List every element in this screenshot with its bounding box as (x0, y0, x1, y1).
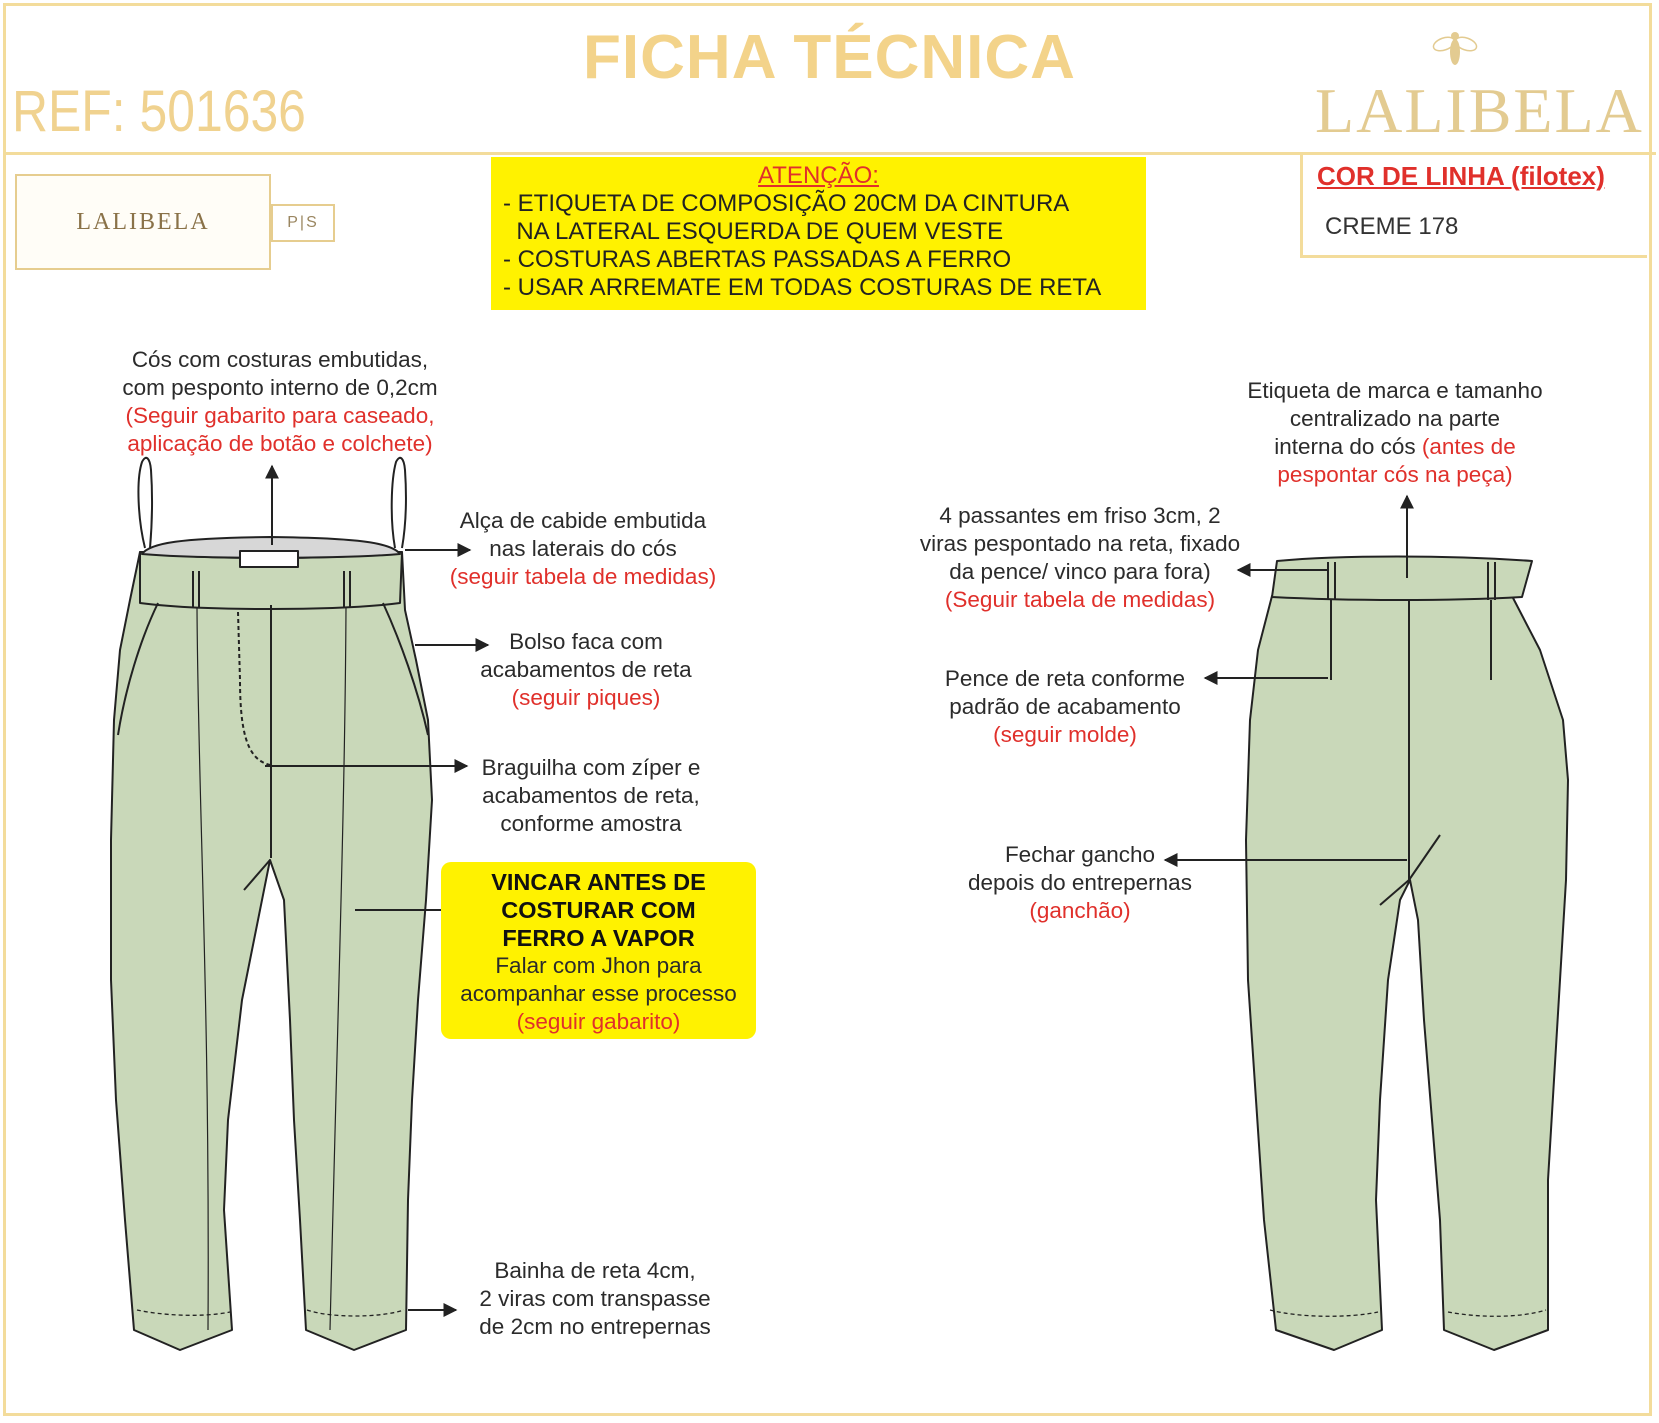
note-dart (920, 665, 1210, 749)
note-text: Bainha de reta 4cm, (494, 1258, 696, 1283)
front-pants-drawing (111, 458, 432, 1350)
brand-logo: LALIBELA (1315, 75, 1644, 146)
note-pocket (456, 628, 716, 712)
note-text-red: pespontar cós na peça) (1277, 462, 1513, 487)
note-text: de 2cm no entrepernas (479, 1314, 711, 1339)
note-text: Falar com Jhon para (495, 953, 702, 978)
note-waistband (80, 346, 480, 458)
note-text: Alça de cabide embutida (459, 508, 707, 533)
note-text: Etiqueta de marca e tamanho (1247, 378, 1543, 403)
note-text: Bolso faca com (509, 629, 663, 654)
attention-title: ATENÇÃO: (758, 162, 879, 189)
note-text: nas laterais do cós (489, 536, 677, 561)
thread-color-value: CREME 178 (1325, 213, 1459, 240)
brand-label-logo: LALIBELA (15, 174, 271, 270)
note-text: da pence/ vinco para fora) (949, 559, 1211, 584)
note-text-red: (seguir gabarito) (516, 1009, 681, 1034)
note-belt-loops (895, 502, 1265, 614)
note-text-red: aplicação de botão e colchete) (127, 431, 433, 456)
note-text: centralizado na parte (1289, 406, 1501, 431)
note-crotch (950, 841, 1210, 925)
attention-line: - USAR ARREMATE EM TODAS COSTURAS DE RETA (503, 274, 1102, 301)
page-title: FICHA TÉCNICA (583, 23, 1076, 92)
note-text: acabamentos de reta, (482, 783, 700, 808)
note-text: 2 viras com transpasse (479, 1286, 711, 1311)
note-text-red: (seguir tabela de medidas) (449, 564, 717, 589)
hanger-loop-right (392, 458, 406, 548)
note-text-bold: VINCAR ANTES DE (491, 869, 706, 895)
note-brand-label (1220, 377, 1570, 489)
note-text-red: (Seguir tabela de medidas) (944, 587, 1216, 612)
note-hanger-loop (428, 507, 738, 591)
attention-line: NA LATERAL ESQUERDA DE QUEM VESTE (503, 218, 1004, 245)
hanger-loop-left (138, 458, 152, 548)
note-fly (456, 754, 726, 838)
waistband-label (240, 551, 298, 567)
note-text-red: (Seguir gabarito para caseado, (125, 403, 435, 428)
note-text-red: (antes de (1421, 434, 1516, 459)
note-text-red: (seguir molde) (993, 722, 1137, 747)
note-text: acabamentos de reta (480, 657, 692, 682)
note-text: Fechar gancho (1004, 842, 1156, 867)
note-text-bold: COSTURAR COM (501, 897, 696, 923)
reference-code: REF: 501636 (12, 79, 306, 144)
note-text: acompanhar esse processo (460, 981, 737, 1006)
note-crease (441, 862, 756, 1039)
note-text: depois do entrepernas (968, 870, 1192, 895)
note-hem (445, 1257, 745, 1341)
note-text-red: (seguir piques) (511, 685, 661, 710)
attention-line: - ETIQUETA DE COMPOSIÇÃO 20CM DA CINTURA (503, 190, 1070, 217)
back-pants-drawing (1246, 557, 1568, 1351)
back-pants-body (1246, 596, 1568, 1350)
note-text: padrão de acabamento (949, 694, 1181, 719)
note-text: interna do cós (1274, 434, 1416, 459)
note-text-bold: FERRO A VAPOR (502, 925, 695, 951)
note-text: Pence de reta conforme (944, 666, 1186, 691)
note-text: com pesponto interno de 0,2cm (122, 375, 438, 400)
note-text: Cós com costuras embutidas, (131, 347, 429, 372)
note-text: 4 passantes em friso 3cm, 2 (939, 503, 1221, 528)
size-label-ps: P|S (271, 204, 335, 242)
attention-line: - COSTURAS ABERTAS PASSADAS A FERRO (503, 246, 1012, 273)
note-text-red: (ganchão) (1029, 898, 1131, 923)
thread-color-title: COR DE LINHA (filotex) (1317, 161, 1605, 191)
note-text: viras pespontado na reta, fixado (919, 531, 1241, 556)
note-text: Braguilha com zíper e (481, 755, 701, 780)
note-text: conforme amostra (500, 811, 682, 836)
back-waistband (1272, 557, 1532, 601)
